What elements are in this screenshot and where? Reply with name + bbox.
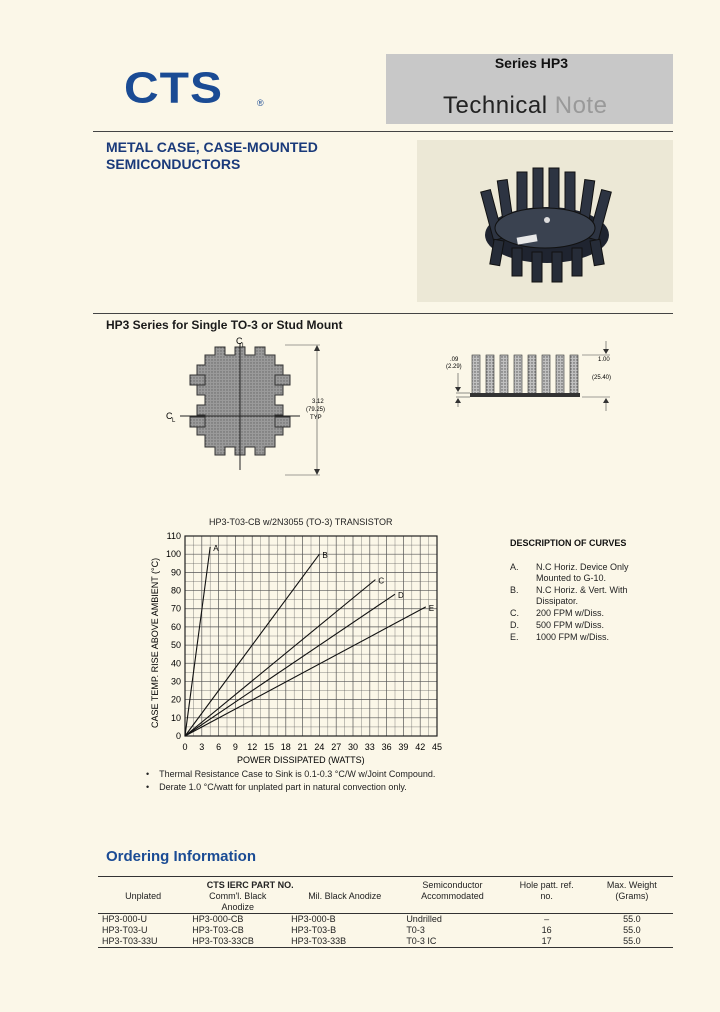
cell: 16 <box>541 925 552 935</box>
x-tick-label: 27 <box>331 742 342 752</box>
curve-a-line1: N.C Horiz. Device Only <box>536 562 629 572</box>
col-mil-black: Mil. Black Anodize <box>308 891 382 901</box>
centerline-2-sub: L <box>172 418 176 424</box>
x-tick-label: 9 <box>232 742 238 752</box>
cell: HP3-000-B <box>291 914 336 924</box>
table-row <box>98 936 673 948</box>
series-label-b: B <box>322 551 328 561</box>
series-line-d <box>185 594 395 736</box>
heatsink-photo <box>417 140 673 302</box>
cell: HP3-T03-33B <box>291 936 347 946</box>
x-tick-label: 45 <box>431 742 443 752</box>
cell: 17 <box>541 936 552 946</box>
y-tick-label: 50 <box>170 640 181 651</box>
table-row <box>98 925 673 936</box>
cell: HP3-000-CB <box>192 914 244 924</box>
col-hole-patt <box>503 877 591 914</box>
cell: 55.0 <box>623 936 641 946</box>
cell: HP3-000-U <box>102 914 148 924</box>
x-tick-label: 42 <box>415 742 426 752</box>
y-tick-label: 110 <box>166 531 181 541</box>
cell: 55.0 <box>623 914 641 924</box>
x-tick-label: 6 <box>216 742 222 752</box>
y-tick-label: 100 <box>165 549 181 560</box>
series-label-c: C <box>378 576 385 586</box>
curve-a-line2: Mounted to G-10. <box>536 573 607 583</box>
curve-d-line1: 500 FPM w/Diss. <box>536 620 605 630</box>
note-word: Note <box>554 92 608 119</box>
col-comml-black <box>188 891 287 914</box>
centerline-1-label: C <box>236 336 243 346</box>
col-unplated: Unplated <box>125 891 162 901</box>
y-tick-label: 70 <box>170 603 181 614</box>
x-tick-label: 39 <box>398 742 409 752</box>
x-tick-label: 24 <box>314 742 325 752</box>
col5-line2: no. <box>540 891 553 901</box>
top-view-drawing <box>160 335 340 480</box>
x-tick-label: 36 <box>381 742 392 752</box>
y-tick-label: 80 <box>170 585 181 596</box>
col2-line1: Comm'l. Black <box>209 891 267 901</box>
side-left-dim-mm: (2.29) <box>446 364 462 370</box>
note-1: • Thermal Resistance Case to Sink is 0.1-0.3 °C/W w/Joint Compound. <box>146 769 436 779</box>
technical-word: Technical <box>443 92 548 119</box>
curve-c-line1: 200 FPM w/Diss. <box>536 608 605 618</box>
divider-top <box>93 131 673 132</box>
curve-c-letter: C. <box>510 608 519 618</box>
series-label: Series HP3 <box>494 55 568 71</box>
x-tick-label: 30 <box>347 742 359 752</box>
col2-line2: Anodize <box>221 902 254 912</box>
chart-y-label: CASE TEMP. RISE ABOVE AMBIENT (°C) <box>150 557 160 728</box>
x-tick-label: 3 <box>199 742 205 752</box>
x-tick-label: 0 <box>182 742 188 752</box>
side-view-drawing <box>420 335 620 415</box>
cell: HP3-T03-CB <box>192 925 244 935</box>
x-tick-label: 12 <box>247 742 258 752</box>
thermal-chart <box>145 528 455 768</box>
chart-x-label: POWER DISSIPATED (WATTS) <box>237 755 365 765</box>
side-right-dim: 1.00 <box>598 357 610 363</box>
cell: T0-3 <box>406 925 425 935</box>
cell: Undrilled <box>406 914 442 924</box>
y-tick-label: 60 <box>170 621 181 632</box>
title-line-1: METAL CASE, CASE-MOUNTED <box>106 139 318 155</box>
curve-b-letter: B. <box>510 585 519 595</box>
cell: – <box>544 914 550 924</box>
series-line-e <box>185 607 426 736</box>
x-tick-label: 21 <box>297 742 308 752</box>
divider-mid <box>93 313 673 314</box>
cell: HP3-T03-33CB <box>192 936 254 946</box>
centerline-2-label: C <box>166 411 173 421</box>
side-right-dim-mm: (25.40) <box>592 375 612 381</box>
note-2-text: Derate 1.0 °C/watt for unplated part in natural convection only. <box>159 782 407 792</box>
page-title <box>106 139 318 173</box>
ordering-table <box>98 876 673 948</box>
col-weight <box>591 877 673 914</box>
ordering-heading: Ordering Information <box>106 848 256 865</box>
table-row <box>98 914 673 926</box>
x-tick-label: 33 <box>364 742 375 752</box>
col4-line1: Semiconductor <box>422 880 483 890</box>
side-left-dim: .09 <box>450 357 459 363</box>
cell: 55.0 <box>623 925 641 935</box>
cell: HP3-T03-33U <box>102 936 158 946</box>
col6-line2: (Grams) <box>615 891 649 901</box>
cts-logo: CTS <box>124 64 223 113</box>
y-tick-label: 90 <box>170 567 181 578</box>
cell: T0-3 IC <box>406 936 437 946</box>
curves-heading: DESCRIPTION OF CURVES <box>510 538 627 548</box>
series-label-d: D <box>398 591 404 601</box>
title-line-2: SEMICONDUCTORS <box>106 156 241 172</box>
curve-b-line2: Dissipator. <box>536 596 579 606</box>
col6-line1: Max. Weight <box>606 880 657 890</box>
col4-line2: Accommodated <box>421 891 484 901</box>
cell: HP3-T03-B <box>291 925 337 935</box>
x-tick-label: 15 <box>263 742 275 752</box>
centerline-1-sub: L <box>242 343 246 349</box>
y-tick-label: 0 <box>175 731 181 741</box>
curve-e-letter: E. <box>510 632 519 642</box>
cell: HP3-T03-U <box>102 925 148 935</box>
section-subtitle: HP3 Series for Single TO-3 or Stud Mount <box>106 318 343 332</box>
chart-title: HP3-T03-CB w/2N3055 (TO-3) TRANSISTOR <box>209 517 393 527</box>
y-tick-label: 40 <box>170 658 181 669</box>
curve-a-letter: A. <box>510 562 519 572</box>
x-tick-label: 18 <box>280 742 291 752</box>
group-header: CTS IERC PART NO. <box>206 880 294 890</box>
registered-mark: ® <box>257 98 264 108</box>
col5-line1: Hole patt. ref. <box>519 880 574 890</box>
heatsink-illustration <box>417 140 673 302</box>
curve-d-letter: D. <box>510 620 519 630</box>
series-line-c <box>185 580 375 736</box>
width-dim-mm: (79.25) <box>306 407 326 413</box>
technical-note-title <box>443 92 607 120</box>
note-2: • Derate 1.0 °C/watt for unplated part in natural convection only. <box>146 782 407 792</box>
series-label-e: E <box>428 603 435 613</box>
width-dim-typ: TYP <box>310 415 322 421</box>
table-header-row <box>98 877 673 892</box>
series-label-a: A <box>213 543 219 553</box>
y-tick-label: 10 <box>170 712 181 723</box>
y-tick-label: 20 <box>170 694 181 705</box>
y-tick-label: 30 <box>170 676 181 687</box>
col-semiconductor <box>402 877 502 914</box>
curve-e-line1: 1000 FPM w/Diss. <box>536 632 610 642</box>
curve-b-line1: N.C Horiz. & Vert. With <box>536 585 628 595</box>
width-dim: 3.12 <box>312 399 324 405</box>
note-1-text: Thermal Resistance Case to Sink is 0.1-0.3 °C/W w/Joint Compound. <box>159 769 436 779</box>
